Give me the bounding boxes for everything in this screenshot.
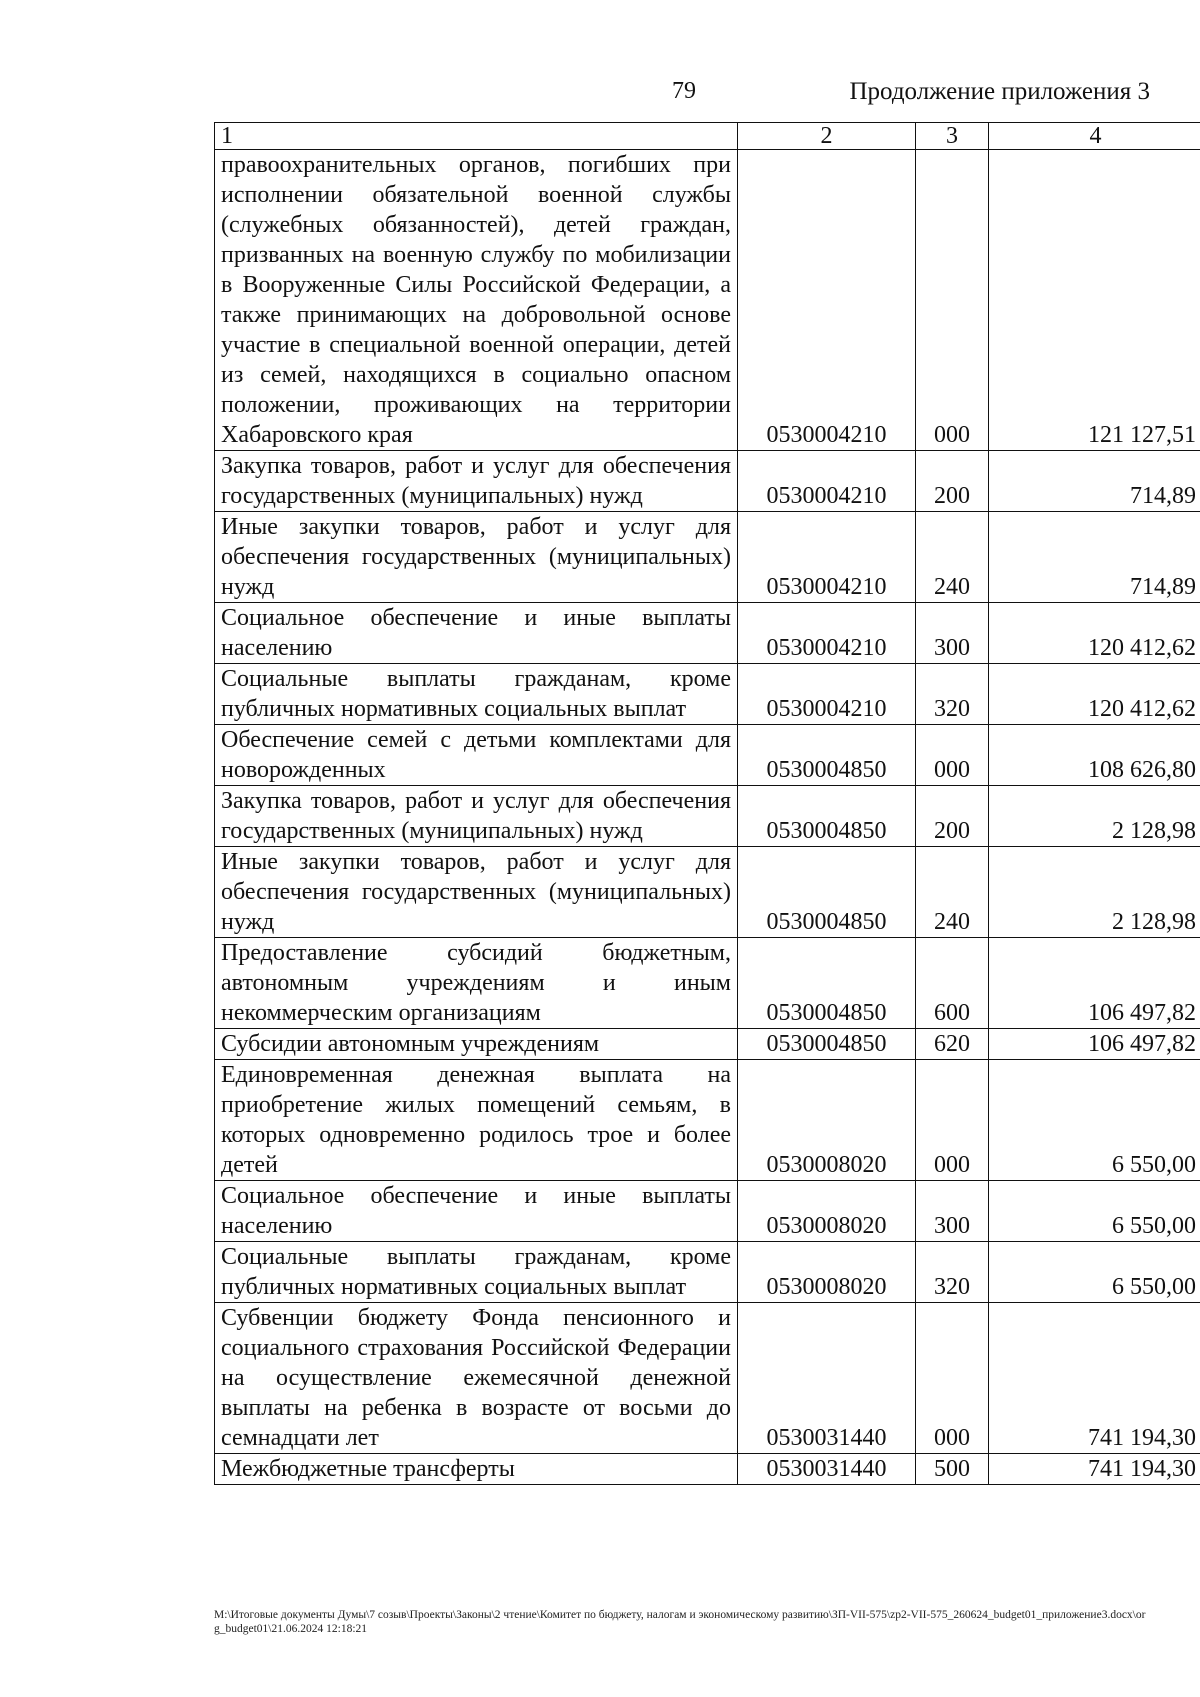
- row-amount: 741 194,30: [989, 1454, 1200, 1485]
- row-name: Закупка товаров, работ и услуг для обеспечения государственных (муниципальных) нужд: [215, 786, 738, 847]
- page-number: 79: [672, 78, 696, 104]
- row-amount: 121 127,51: [989, 150, 1200, 451]
- row-amount: 2 128,98: [989, 847, 1200, 938]
- row-csr: 0530008020: [738, 1242, 916, 1303]
- table-row: [215, 786, 1200, 847]
- table-row: [215, 1454, 1200, 1485]
- row-name: Предоставление субсидий бюджетным, автономным учреждениям и иным некоммерческим организациям: [215, 938, 738, 1029]
- table-row: [215, 150, 1200, 451]
- row-csr: 0530031440: [738, 1454, 916, 1485]
- row-amount: 108 626,80: [989, 725, 1200, 786]
- table-row: [215, 725, 1200, 786]
- row-name: Субсидии автономным учреждениям: [215, 1029, 738, 1060]
- row-amount: 6 550,00: [989, 1060, 1200, 1181]
- row-name: Закупка товаров, работ и услуг для обеспечения государственных (муниципальных) нужд: [215, 451, 738, 512]
- table-row: [215, 451, 1200, 512]
- column-header-1: 1: [215, 123, 738, 150]
- row-csr: 0530004210: [738, 451, 916, 512]
- row-name: Социальные выплаты гражданам, кроме публичных нормативных социальных выплат: [215, 664, 738, 725]
- row-csr: 0530008020: [738, 1060, 916, 1181]
- table-row: [215, 664, 1200, 725]
- row-name: Обеспечение семей с детьми комплектами для новорожденных: [215, 725, 738, 786]
- row-name: Иные закупки товаров, работ и услуг для обеспечения государственных (муниципальных) нужд: [215, 512, 738, 603]
- table-row: [215, 847, 1200, 938]
- table-row: [215, 1029, 1200, 1060]
- row-name: Социальные выплаты гражданам, кроме публичных нормативных социальных выплат: [215, 1242, 738, 1303]
- row-name: Межбюджетные трансферты: [215, 1454, 738, 1485]
- row-name: Социальное обеспечение и иные выплаты населению: [215, 603, 738, 664]
- continuation-label: Продолжение приложения 3: [849, 78, 1150, 105]
- row-csr: 0530008020: [738, 1181, 916, 1242]
- row-csr: 0530004850: [738, 847, 916, 938]
- row-vr: 300: [916, 1181, 989, 1242]
- table-row: [215, 603, 1200, 664]
- row-csr: 0530004210: [738, 150, 916, 451]
- row-name: Социальное обеспечение и иные выплаты населению: [215, 1181, 738, 1242]
- row-amount: 741 194,30: [989, 1303, 1200, 1454]
- row-vr: 320: [916, 664, 989, 725]
- row-amount: 120 412,62: [989, 603, 1200, 664]
- row-vr: 320: [916, 1242, 989, 1303]
- row-amount: 6 550,00: [989, 1181, 1200, 1242]
- row-csr: 0530004210: [738, 664, 916, 725]
- row-vr: 200: [916, 786, 989, 847]
- row-vr: 000: [916, 1060, 989, 1181]
- row-amount: 120 412,62: [989, 664, 1200, 725]
- row-amount: 6 550,00: [989, 1242, 1200, 1303]
- budget-table: [214, 122, 1200, 1485]
- row-vr: 000: [916, 150, 989, 451]
- row-name: Субвенции бюджету Фонда пенсионного и социального страхования Российской Федерации на осуществление ежемесячной денежной выплаты на ребенка в возрасте от восьми до семнадцати лет: [215, 1303, 738, 1454]
- row-vr: 600: [916, 938, 989, 1029]
- row-name: Единовременная денежная выплата на приобретение жилых помещений семьям, в которых одновременно родилось трое и более детей: [215, 1060, 738, 1181]
- table-row: [215, 1303, 1200, 1454]
- row-vr: 240: [916, 512, 989, 603]
- table-row: [215, 1060, 1200, 1181]
- row-csr: 0530004850: [738, 1029, 916, 1060]
- row-vr: 000: [916, 725, 989, 786]
- row-csr: 0530004210: [738, 512, 916, 603]
- row-amount: 714,89: [989, 512, 1200, 603]
- row-vr: 620: [916, 1029, 989, 1060]
- table-row: [215, 512, 1200, 603]
- row-vr: 240: [916, 847, 989, 938]
- row-vr: 500: [916, 1454, 989, 1485]
- column-header-2: 2: [738, 123, 916, 150]
- table-row: [215, 938, 1200, 1029]
- row-csr: 0530004850: [738, 786, 916, 847]
- column-header-3: 3: [916, 123, 989, 150]
- row-vr: 200: [916, 451, 989, 512]
- row-csr: 0530004850: [738, 938, 916, 1029]
- row-csr: 0530004210: [738, 603, 916, 664]
- document-path-footer: М:\Итоговые документы Думы\7 созыв\Проекты\Законы\2 чтение\Комитет по бюджету, налогам и экономическому развитию\ЗП-VII-575\zp2-VII-575_260624_budget01_приложение3.docx\org_budget01\21.06.2024 12:18:21: [214, 1609, 1146, 1635]
- row-csr: 0530004850: [738, 725, 916, 786]
- row-name: Иные закупки товаров, работ и услуг для обеспечения государственных (муниципальных) нужд: [215, 847, 738, 938]
- column-header-4: 4: [989, 123, 1200, 150]
- column-header-row: [215, 123, 1200, 150]
- table-row: [215, 1242, 1200, 1303]
- row-name: правоохранительных органов, погибших при исполнении обязательной военной службы (служебных обязанностей), детей граждан, призванных на военную службу по мобилизации в Вооруженные Силы Российской Федерации, а также принимающих на добровольной основе участие в специальной военной операции, детей из семей, находящихся в социально опасном положении, проживающих на территории Хабаровского края: [215, 150, 738, 451]
- row-csr: 0530031440: [738, 1303, 916, 1454]
- row-vr: 000: [916, 1303, 989, 1454]
- table-row: [215, 1181, 1200, 1242]
- row-amount: 714,89: [989, 451, 1200, 512]
- row-amount: 106 497,82: [989, 1029, 1200, 1060]
- row-amount: 106 497,82: [989, 938, 1200, 1029]
- row-amount: 2 128,98: [989, 786, 1200, 847]
- row-vr: 300: [916, 603, 989, 664]
